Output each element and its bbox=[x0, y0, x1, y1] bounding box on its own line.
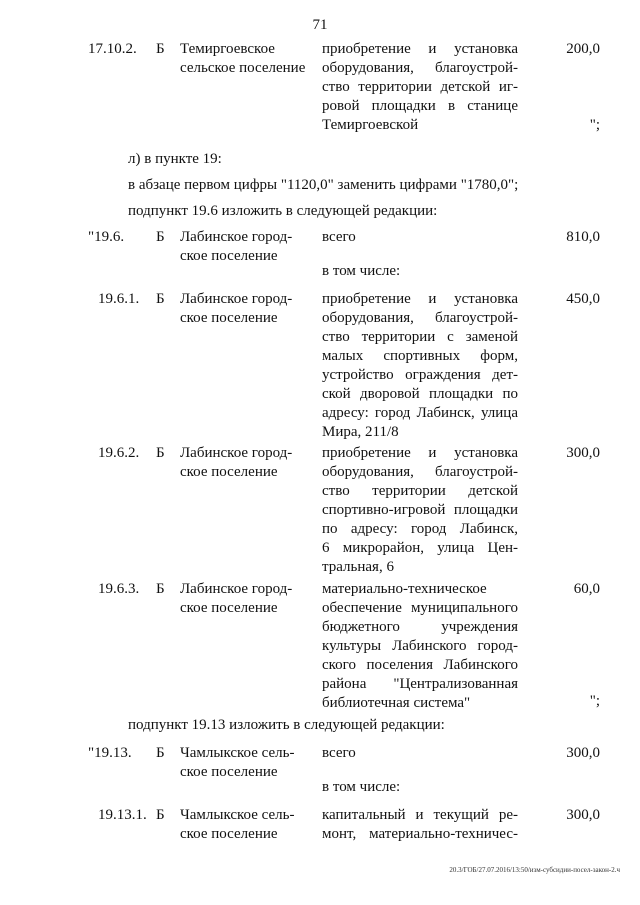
row-type: Б bbox=[156, 581, 165, 597]
closing-quote: "; bbox=[589, 117, 600, 133]
amount: 60,0 bbox=[573, 581, 600, 597]
amount: 200,0 bbox=[566, 41, 600, 57]
settlement-name: Темиргоевское сельское поселение bbox=[180, 41, 306, 76]
including-label: в том числе: bbox=[322, 263, 401, 279]
row-number: 19.6.1. bbox=[98, 291, 140, 307]
amount: 300,0 bbox=[566, 807, 600, 823]
row-number: 19.13.1. bbox=[98, 807, 147, 823]
row-type: Б bbox=[156, 445, 165, 461]
row-type: Б bbox=[156, 291, 165, 307]
paragraph-abzac: в абзаце первом цифры "1120,0" заменить цифрами "1780,0"; bbox=[128, 177, 519, 193]
amount: 810,0 bbox=[566, 229, 600, 245]
settlement-name: Лабинское город- ское поселение bbox=[180, 445, 293, 480]
amount: 300,0 bbox=[566, 445, 600, 461]
paragraph-19-6: подпункт 19.6 изложить в следующей редакции: bbox=[128, 203, 438, 219]
row-type: Б bbox=[156, 807, 165, 823]
purpose-description: капитальный и текущий ре- монт, материально-техничес- bbox=[322, 807, 518, 842]
row-number: 19.6.2. bbox=[98, 445, 140, 461]
paragraph-l: л) в пункте 19: bbox=[128, 151, 222, 167]
row-number: 17.10.2. bbox=[88, 41, 137, 57]
settlement-name: Лабинское город- ское поселение bbox=[180, 229, 293, 264]
row-number: 19.6.3. bbox=[98, 581, 140, 597]
row-number: "19.6. bbox=[88, 229, 125, 245]
settlement-name: Лабинское город- ское поселение bbox=[180, 581, 293, 616]
closing-quote: "; bbox=[589, 693, 600, 709]
amount: 300,0 bbox=[566, 745, 600, 761]
purpose-description: приобретение и установка оборудования, благоустрой- ство территории с заменой малых спортивных форм, устройство ограждения дет- ской дворовой площадки по адресу: город Лабинск, улица Мира, 211/8 bbox=[322, 291, 518, 440]
purpose-description: всего bbox=[322, 745, 356, 761]
row-type: Б bbox=[156, 41, 165, 57]
purpose-description: приобретение и установка оборудования, благоустрой- ство территории детской иг- ровой площадки в станице Темиргоевской bbox=[322, 41, 518, 133]
document-footer-code: 20.3/ГОБ/27.07.2016/13:50/изм-субсидии-посел-закон-2.ч bbox=[449, 866, 620, 874]
page-number: 71 bbox=[312, 17, 328, 33]
amount: 450,0 bbox=[566, 291, 600, 307]
row-type: Б bbox=[156, 229, 165, 245]
including-label: в том числе: bbox=[322, 779, 401, 795]
purpose-description: приобретение и установка оборудования, благоустрой- ство территории детской спортивно-игровой площадки по адресу: город Лабинск, 6 микрорайон, улица Цен- тральная, 6 bbox=[322, 445, 518, 575]
paragraph-19-13: подпункт 19.13 изложить в следующей редакции: bbox=[128, 717, 445, 733]
purpose-description: всего bbox=[322, 229, 356, 245]
settlement-name: Чамлыкское сель- ское поселение bbox=[180, 807, 295, 842]
row-type: Б bbox=[156, 745, 165, 761]
settlement-name: Чамлыкское сель- ское поселение bbox=[180, 745, 295, 780]
settlement-name: Лабинское город- ское поселение bbox=[180, 291, 293, 326]
row-number: "19.13. bbox=[88, 745, 132, 761]
purpose-description: материально-техническое обеспечение муниципального бюджетного учреждения культуры Лабинского город- ского поселения Лабинского района "Централизованная библиотечная система" bbox=[322, 581, 518, 711]
